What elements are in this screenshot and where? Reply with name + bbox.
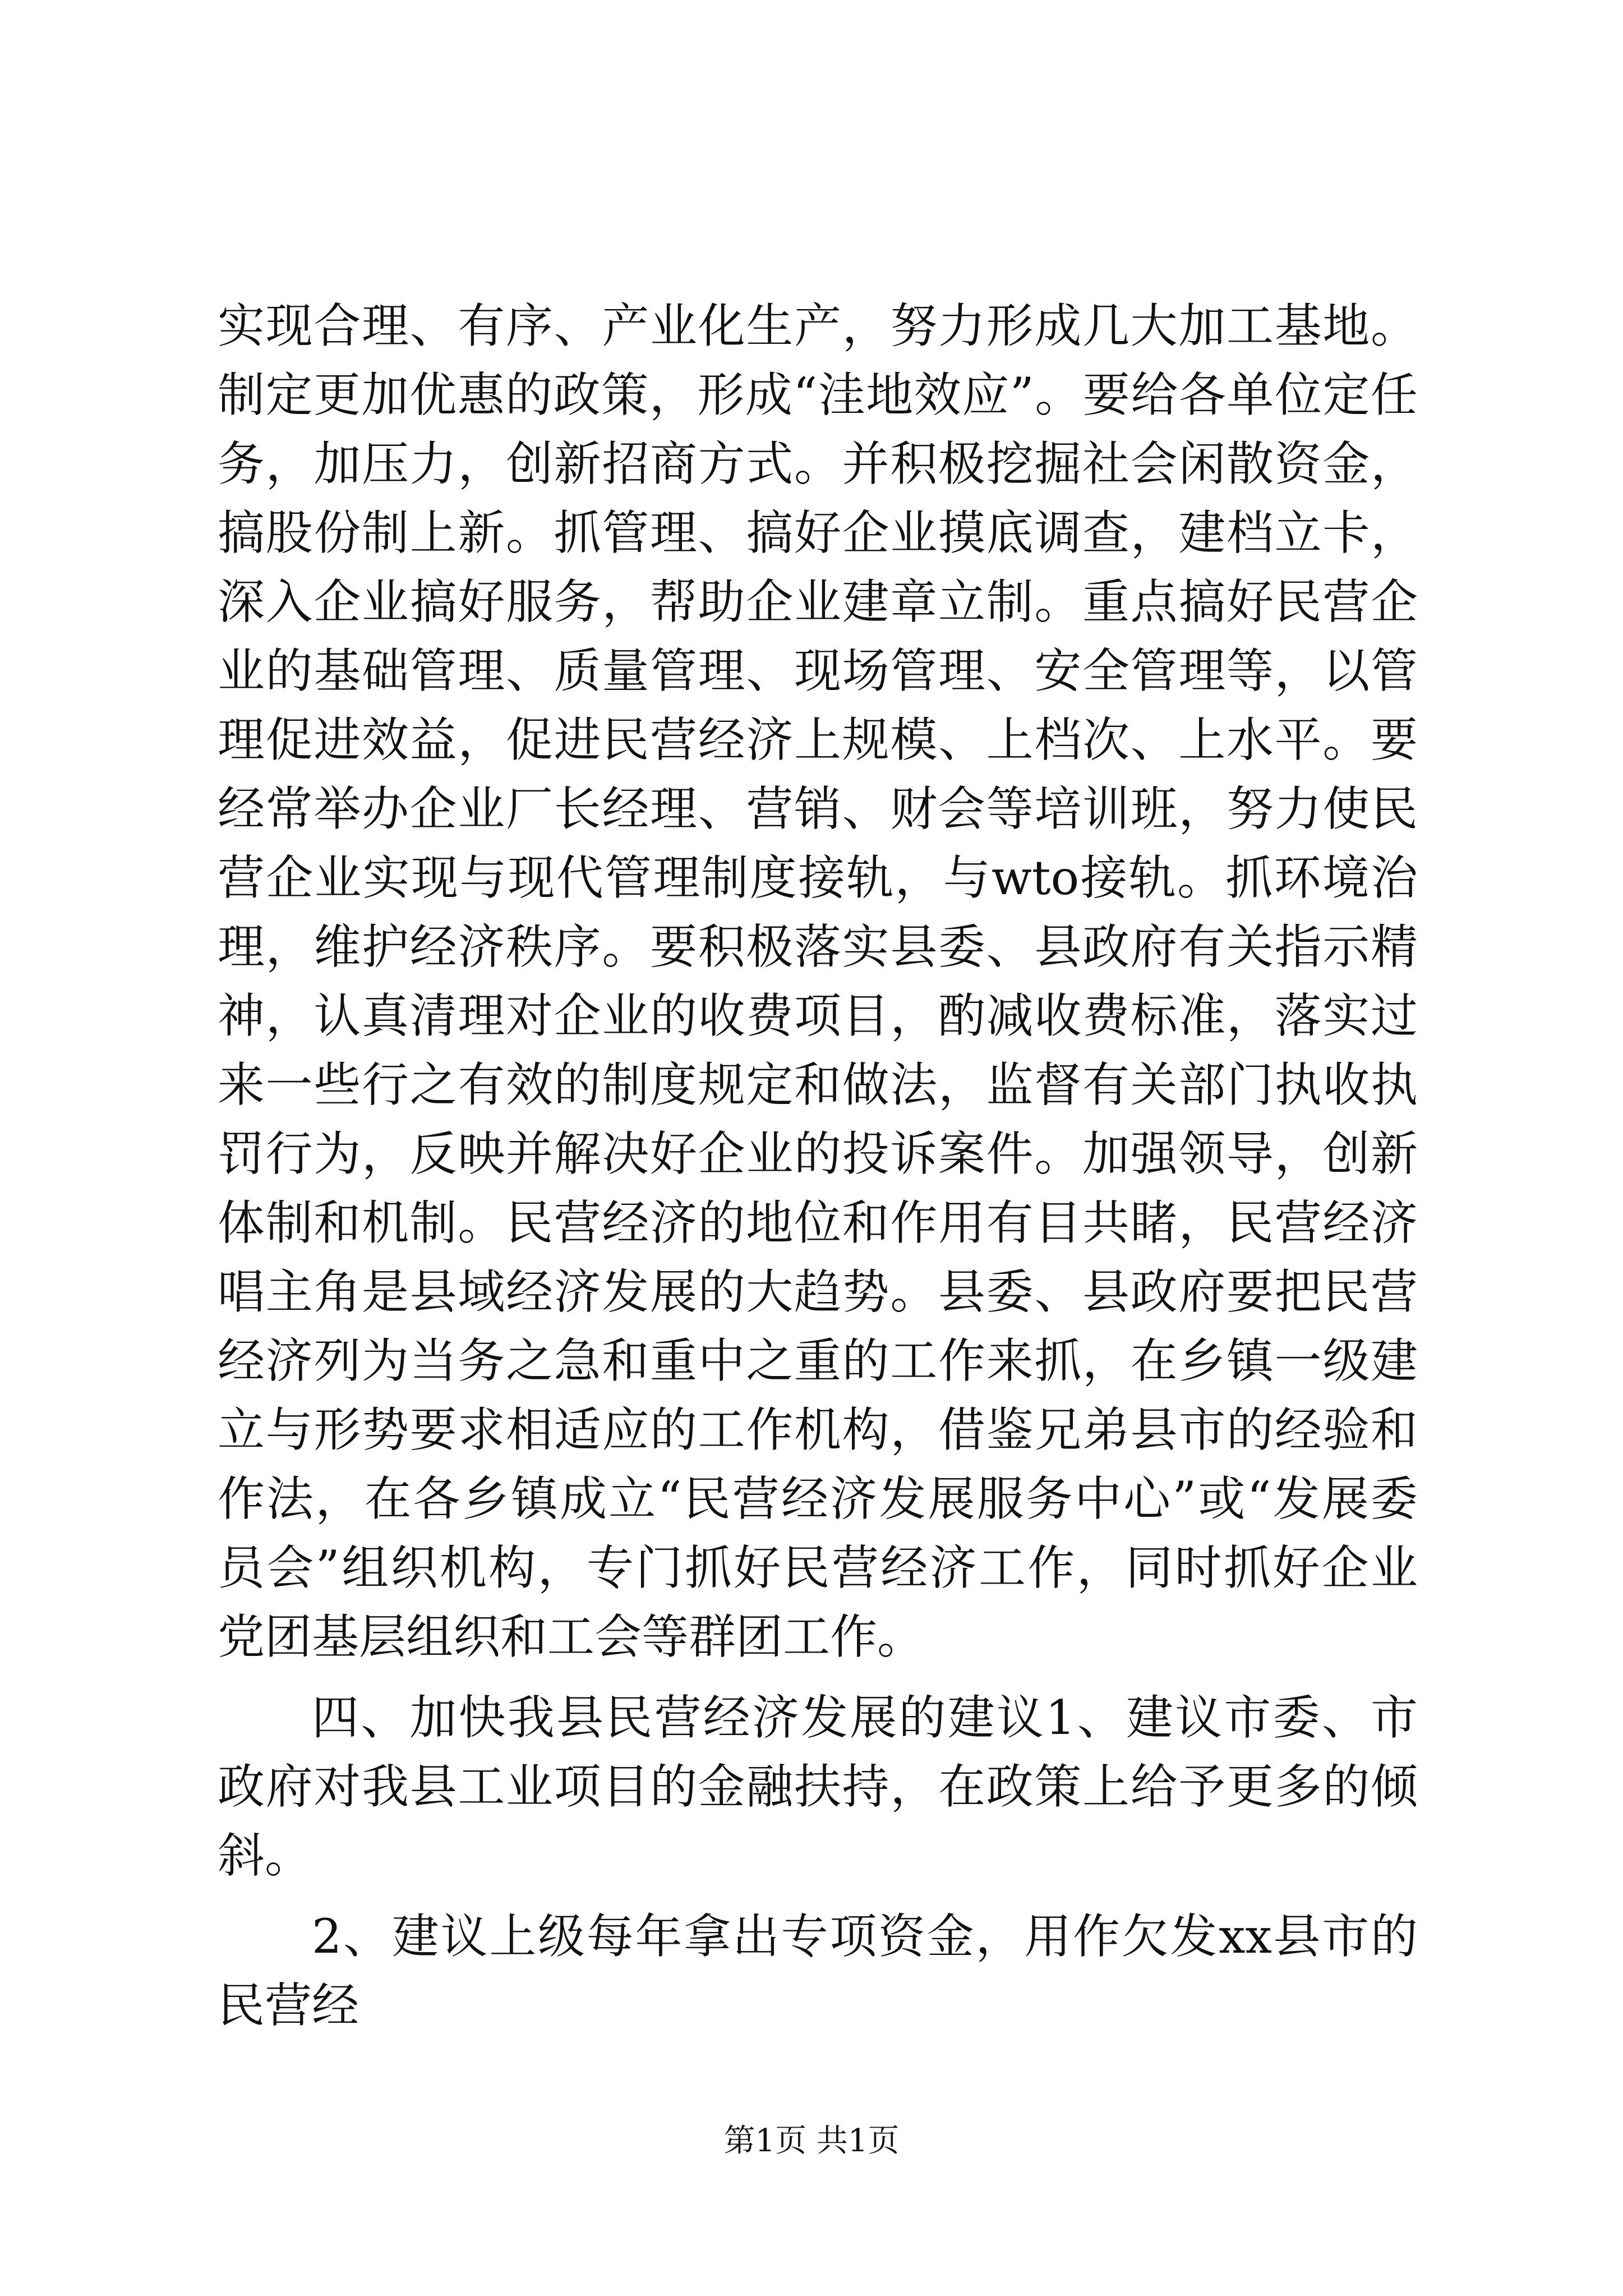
body-paragraph-3: 2、建议上级每年拿出专项资金，用作欠发xx县市的民营经 — [218, 1909, 1418, 2033]
document-body — [218, 292, 1418, 2040]
page-footer: 第1页 共1页 — [723, 2123, 900, 2159]
body-paragraph-1: 实现合理、有序、产业化生产，努力形成几大加工基地。制定更加优惠的政策，形成“洼地效应”。要给各单位定任务，加压力，创新招商方式。并积极挖掘社会闲散资金，搞股份制上新。抓管理、搞好企业摸底调查，建档立卡，深入企业搞好服务，帮助企业建章立制。重点搞好民营企业的基础管理、质量管理、现场管理、安全管理等，以管理促进效益，促进民营经济上规模、上档次、上水平。要经常举办企业厂长经理、营销、财会等培训班，努力使民营企业实现与现代管理制度接轨，与wto接轨。抓环境治理，维护经济秩序。要积极落实县委、县政府有关指示精神，认真清理对企业的收费项目，酌减收费标准，落实过来一些行之有效的制度规定和做法，监督有关部门执收执罚行为，反映并解决好企业的投诉案件。加强领导，创新体制和机制。民营经济的地位和作用有目共睹，民营经济唱主角是县域经济发展的大趋势。县委、县政府要把民营经济列为当务之急和重中之重的工作来抓，在乡镇一级建立与形势要求相适应的工作机构，借鉴兄弟县市的经验和作法，在各乡镇成立“民营经济发展服务中心”或“发展委员会”组织机构，专门抓好民营经济工作，同时抓好企业党团基层组织和工会等群团工作。 — [218, 298, 1418, 1664]
body-paragraph-2: 四、加快我县民营经济发展的建议1、建议市委、市政府对我县工业项目的金融扶持，在政策上给予更多的倾斜。 — [218, 1690, 1418, 1883]
